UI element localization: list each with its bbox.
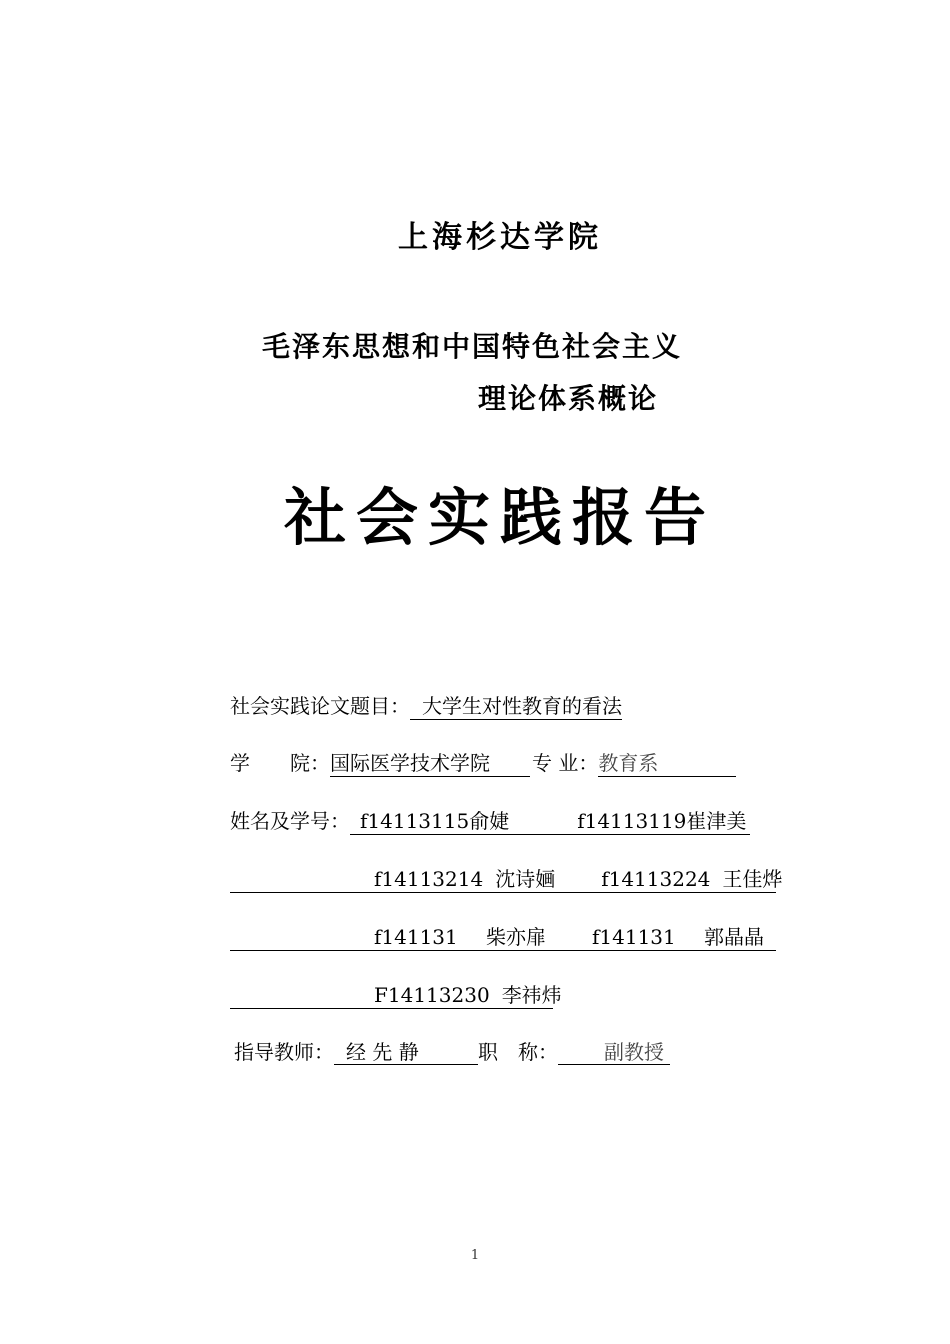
topic-value: 大学生对性教育的看法 <box>410 694 622 720</box>
title-label: 职 称： <box>478 1040 558 1064</box>
members-line-4 <box>230 983 562 1009</box>
member-id: f14113214 <box>374 867 484 891</box>
member-name: 俞婕 <box>469 809 510 833</box>
college-label: 学 院： <box>230 751 330 775</box>
names-row-4 <box>230 982 562 1008</box>
member-id: F14113230 <box>374 983 490 1007</box>
course-title-line2: 理论体系概论 <box>478 382 659 415</box>
names-row-2 <box>230 866 783 892</box>
member-name: 李祎炜 <box>501 983 562 1007</box>
report-title: 社会实践报告 <box>283 481 716 554</box>
advisor-value: 经 先 静 <box>334 1040 478 1065</box>
member-id: f14113224 <box>601 867 711 891</box>
members-line-3 <box>230 925 776 951</box>
member-name: 沈诗婳 <box>495 867 556 891</box>
major-label: 专 业： <box>532 751 599 775</box>
course-title-line1: 毛泽东思想和中国特色社会主义 <box>262 330 683 363</box>
member-name: 王佳烨 <box>722 867 783 891</box>
names-row-1 <box>230 808 750 834</box>
page-number: 1 <box>470 1248 480 1263</box>
member-id: f14113115 <box>360 809 470 833</box>
names-row-3 <box>230 924 776 950</box>
member-id: f141131 <box>592 925 676 949</box>
title-value: 副教授 <box>558 1040 670 1065</box>
members-line-2 <box>230 867 783 893</box>
college-value: 国际医学技术学院 <box>330 751 530 777</box>
topic-row <box>230 693 622 719</box>
member-id: f141131 <box>374 925 458 949</box>
member-name: 郭晶晶 <box>704 925 764 949</box>
member-name: 崔津美 <box>686 809 747 833</box>
names-label: 姓名及学号： <box>230 809 350 833</box>
advisor-label: 指导教师： <box>234 1040 334 1064</box>
member-name: 柴亦扉 <box>486 925 546 949</box>
college-row <box>230 750 736 776</box>
member-id: f14113119 <box>577 809 687 833</box>
topic-label: 社会实践论文题目： <box>230 694 410 718</box>
members-line-1 <box>350 809 750 835</box>
advisor-row <box>234 1039 670 1065</box>
major-value: 教育系 <box>598 751 736 777</box>
school-name: 上海杉达学院 <box>398 220 602 255</box>
